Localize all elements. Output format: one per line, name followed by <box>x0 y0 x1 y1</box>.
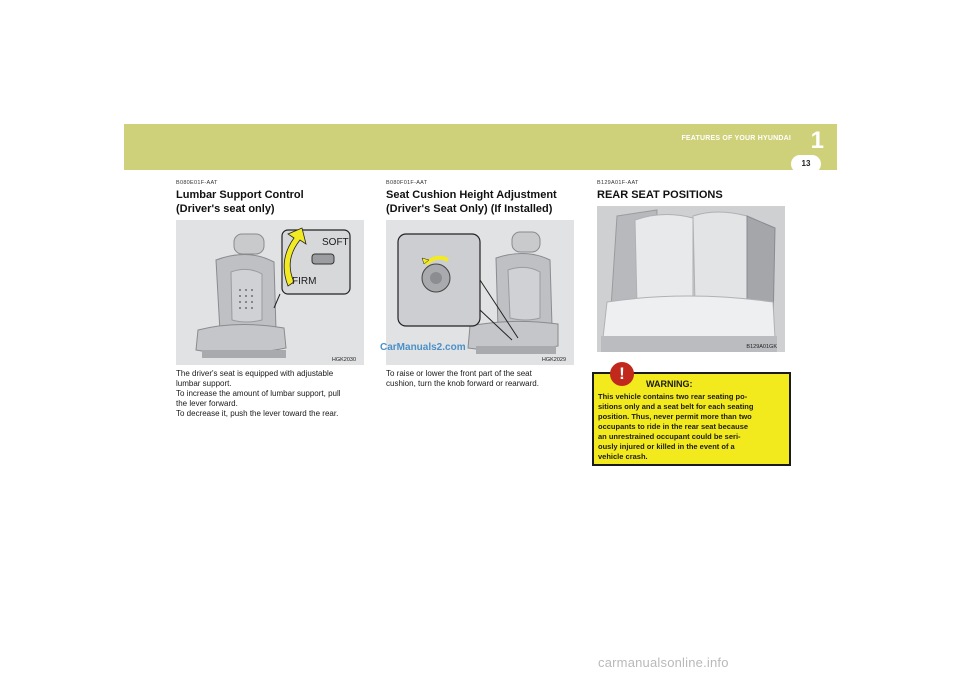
section-code: B129A01F-AAT <box>597 180 639 186</box>
header-band <box>124 124 837 170</box>
figure-lumbar-seat <box>176 220 364 365</box>
body-line: lumbar support. <box>176 379 232 388</box>
heading-line: (Driver's Seat Only) (If Installed) <box>386 203 553 215</box>
body-line: To increase the amount of lumbar support, pull <box>176 389 341 398</box>
page-number: 13 <box>791 155 821 173</box>
section-heading <box>386 188 576 216</box>
exclamation-icon: ! <box>610 362 634 386</box>
watermark-text: CarManuals2.com <box>380 342 466 353</box>
cushion-body-text <box>386 369 576 389</box>
warning-line: vehicle crash. <box>598 452 648 461</box>
section-code: B080E01F-AAT <box>176 180 218 186</box>
body-line: To decrease it, push the lever toward the rear. <box>176 409 339 418</box>
warning-line: an unrestrained occupant could be seri- <box>598 432 741 441</box>
chapter-title: FEATURES OF YOUR HYUNDAI <box>681 135 791 142</box>
section-heading: REAR SEAT POSITIONS <box>597 189 723 201</box>
section-heading <box>176 188 366 216</box>
heading-line: Lumbar Support Control <box>176 189 304 201</box>
section-code: B080F01F-AAT <box>386 180 428 186</box>
warning-text <box>598 392 786 462</box>
body-line: To raise or lower the front part of the seat <box>386 369 532 378</box>
figure-code: HGK2029 <box>541 357 566 363</box>
warning-line: position. Thus, never permit more than two <box>598 412 752 421</box>
warning-line: ously injured or killed in the event of a <box>598 442 735 451</box>
firm-label: FIRM <box>292 276 317 287</box>
body-line: The driver's seat is equipped with adjustable <box>176 369 334 378</box>
rear-seat-illustration-icon <box>597 206 785 352</box>
footer-watermark: carmanualsonline.info <box>598 655 729 670</box>
figure-code: HGK2030 <box>331 357 356 363</box>
warning-box <box>592 372 791 466</box>
figure-code: B129A01GK <box>746 344 777 350</box>
chapter-number: 1 <box>810 127 824 154</box>
body-line: cushion, turn the knob forward or rearward. <box>386 379 539 388</box>
warning-line: This vehicle contains two rear seating po- <box>598 392 748 401</box>
section-rear-seat <box>597 180 791 202</box>
body-line: the lever forward. <box>176 399 238 408</box>
soft-label: SOFT <box>322 237 349 248</box>
lumbar-body-text <box>176 369 366 419</box>
warning-title: WARNING: <box>646 379 693 389</box>
section-cushion-height <box>386 180 576 216</box>
figure-rear-seat <box>597 206 785 352</box>
heading-line: (Driver's seat only) <box>176 203 275 215</box>
section-lumbar <box>176 180 366 216</box>
warning-line: sitions only and a seat belt for each seating <box>598 402 754 411</box>
warning-line: occupants to ride in the rear seat because <box>598 422 749 431</box>
heading-line: Seat Cushion Height Adjustment <box>386 189 557 201</box>
